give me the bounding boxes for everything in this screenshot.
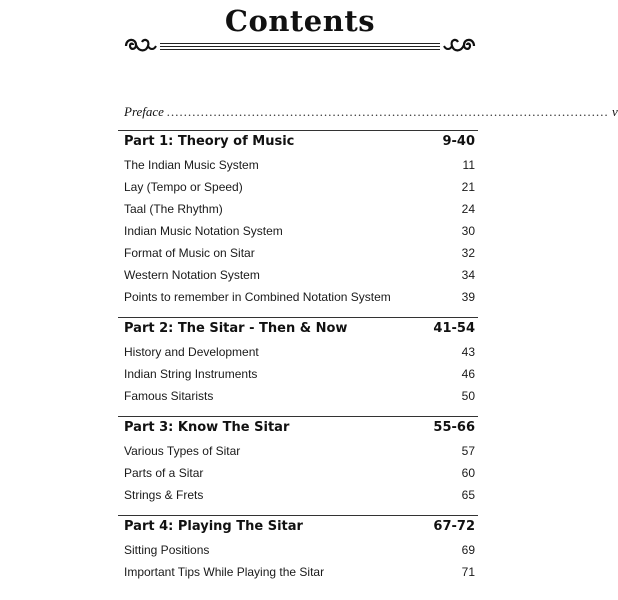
part-page-range: 67-72 [433, 519, 475, 534]
toc-preface-row[interactable] [124, 104, 618, 124]
section-divider [118, 515, 478, 516]
entry-label: History and Development [124, 345, 259, 359]
entry-page: 32 [461, 246, 475, 260]
entry-page: 46 [461, 367, 475, 381]
toc-part-heading[interactable] [124, 420, 475, 435]
toc-entry[interactable] [124, 180, 475, 194]
entry-label: Famous Sitarists [124, 389, 214, 403]
entry-page: 60 [461, 466, 475, 480]
title-rule [160, 46, 440, 47]
preface-page: v [611, 104, 618, 119]
entry-label: The Indian Music System [124, 158, 259, 172]
entry-page: 50 [461, 389, 475, 403]
toc-entry[interactable] [124, 367, 475, 381]
entry-label: Lay (Tempo or Speed) [124, 180, 243, 194]
entry-page: 24 [461, 202, 475, 216]
entry-label: Western Notation System [124, 268, 260, 282]
toc-entry[interactable] [124, 466, 475, 480]
toc-entry[interactable] [124, 224, 475, 238]
entry-page: 65 [461, 488, 475, 502]
toc-part-heading[interactable] [124, 519, 475, 534]
part-title: Part 3: Know The Sitar [124, 420, 290, 435]
section-divider [118, 416, 478, 417]
part-title: Part 4: Playing The Sitar [124, 519, 303, 534]
entry-label: Indian String Instruments [124, 367, 258, 381]
entry-page: 30 [461, 224, 475, 238]
entry-page: 57 [461, 444, 475, 458]
toc-entry[interactable] [124, 444, 475, 458]
title-rule [160, 43, 440, 44]
entry-label: Points to remember in Combined Notation System [124, 290, 391, 304]
entry-label: Format of Music on Sitar [124, 246, 255, 260]
part-page-range: 55-66 [433, 420, 475, 435]
entry-page: 11 [462, 158, 475, 172]
page-title: Contents [224, 4, 376, 38]
entry-page: 34 [461, 268, 475, 282]
toc-entry[interactable] [124, 290, 475, 304]
entry-label: Taal (The Rhythm) [124, 202, 223, 216]
entry-label: Parts of a Sitar [124, 466, 204, 480]
part-page-range: 9-40 [442, 134, 475, 149]
entry-label: Sitting Positions [124, 543, 210, 557]
toc-entry[interactable] [124, 488, 475, 502]
preface-label: Preface [124, 104, 164, 119]
section-divider [118, 317, 478, 318]
scroll-flourish-left-icon [122, 34, 158, 58]
toc-entry[interactable] [124, 202, 475, 216]
toc-entry[interactable] [124, 565, 475, 579]
entry-page: 43 [461, 345, 475, 359]
toc-entry[interactable] [124, 268, 475, 282]
dot-leader: ........................................................................................................ [166, 104, 609, 119]
part-title: Part 2: The Sitar - Then & Now [124, 321, 348, 336]
toc-entry[interactable] [124, 345, 475, 359]
entry-page: 69 [461, 543, 475, 557]
toc-part-heading[interactable] [124, 134, 475, 149]
scroll-flourish-right-icon [442, 34, 478, 58]
toc-part-heading[interactable] [124, 321, 475, 336]
entry-page: 71 [461, 565, 475, 579]
entry-label: Strings & Frets [124, 488, 204, 502]
toc-entry[interactable] [124, 389, 475, 403]
title-ornament [122, 34, 478, 58]
entry-label: Important Tips While Playing the Sitar [124, 565, 325, 579]
entry-label: Indian Music Notation System [124, 224, 283, 238]
part-page-range: 41-54 [433, 321, 475, 336]
toc-entry[interactable] [124, 246, 475, 260]
toc-entry[interactable] [124, 543, 475, 557]
title-rule [160, 49, 440, 50]
entry-page: 39 [461, 290, 475, 304]
toc-entry[interactable] [124, 158, 475, 172]
entry-page: 21 [461, 180, 475, 194]
entry-label: Various Types of Sitar [124, 444, 241, 458]
section-divider [118, 130, 478, 131]
part-title: Part 1: Theory of Music [124, 134, 295, 149]
